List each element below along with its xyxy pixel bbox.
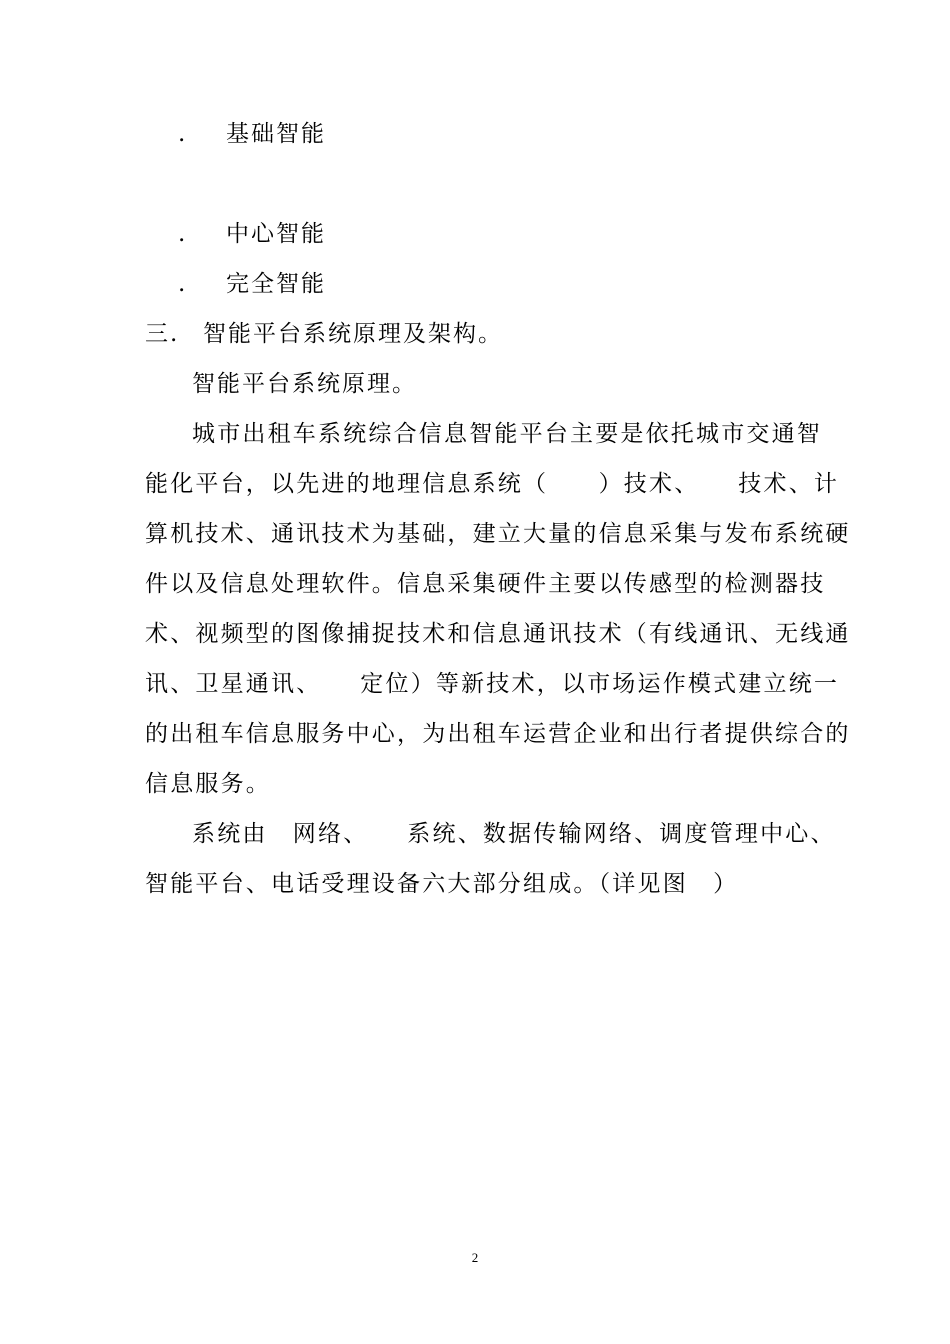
list-item-label: 完全智能 [226, 271, 326, 297]
paragraph-platform-description [145, 409, 851, 809]
list-bullet: . [178, 271, 188, 297]
list-bullet: . [178, 221, 188, 247]
subsection-heading: 智能平台系统原理。 [192, 371, 417, 397]
list-item-label: 基础智能 [226, 121, 326, 147]
list-item-full-intelligence [178, 268, 326, 300]
section-title: 智能平台系统原理及架构。 [203, 321, 503, 347]
paragraph-system-composition [145, 809, 836, 909]
list-item-center-intelligence [178, 218, 326, 250]
section-number: 三. [145, 321, 180, 347]
paragraph-line: 系统由 网络、 系统、数据传输网络、调度管理中心、 [192, 821, 836, 847]
page-number: 2 [471, 1250, 479, 1265]
paragraph-line: 术、视频型的图像捕捉技术和信息通讯技术（有线通讯、无线通 [145, 621, 851, 647]
section-heading [145, 318, 503, 350]
paragraph-line: 信息服务。 [145, 771, 271, 797]
list-item-basic-intelligence [178, 118, 326, 150]
paragraph-line: 能化平台，以先进的地理信息系统（ ）技术、 技术、计 [145, 471, 840, 497]
paragraph-line: 件以及信息处理软件。信息采集硬件主要以传感型的检测器技 [145, 571, 826, 597]
list-item-label: 中心智能 [226, 221, 326, 247]
paragraph-line: 城市出租车系统综合信息智能平台主要是依托城市交通智 [192, 421, 822, 447]
paragraph-line: 讯、卫星通讯、 定位）等新技术，以市场运作模式建立统一 [145, 671, 840, 697]
paragraph-line: 算机技术、通讯技术为基础，建立大量的信息采集与发布系统硬 [145, 521, 851, 547]
paragraph-line: 的出租车信息服务中心，为出租车运营企业和出行者提供综合的 [145, 721, 851, 747]
list-bullet: . [178, 121, 188, 147]
paragraph-line: 智能平台、电话受理设备六大部分组成。（详见图 ） [145, 871, 739, 897]
